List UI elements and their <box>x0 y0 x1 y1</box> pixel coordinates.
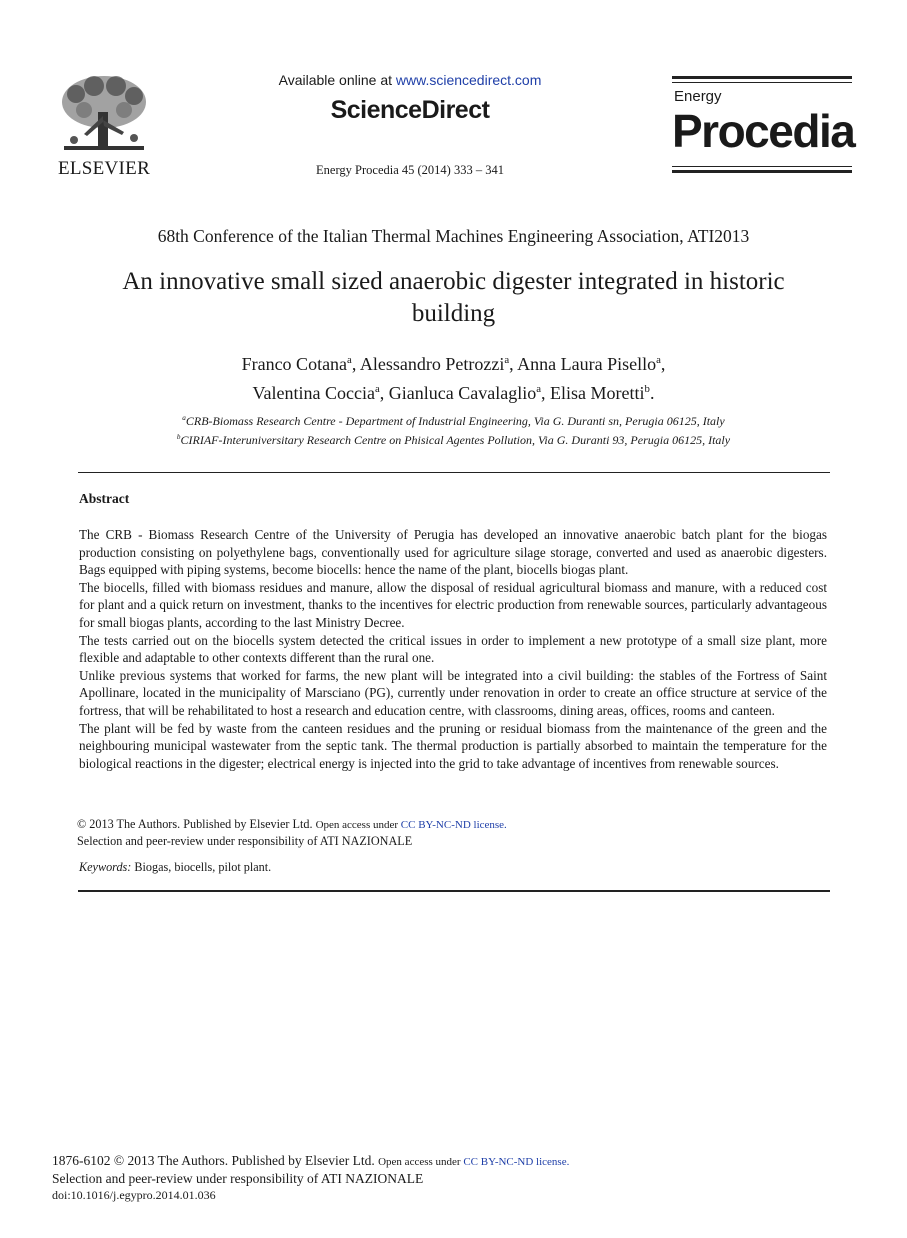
author-separator: , <box>351 354 360 374</box>
affiliation-text: CIRIAF-Interuniversitary Research Centre on Phisical Agentes Pollution, Via G. Duranti 93, Perugia 06125, Italy <box>180 433 731 447</box>
elsevier-tree-icon <box>54 72 154 156</box>
journal-reference: Energy Procedia 45 (2014) 333 – 341 <box>316 163 504 177</box>
affiliation-text: CRB-Biomass Research Centre - Department of Industrial Engineering, Via G. Duranti sn, Perugia 06125, Italy <box>185 414 725 428</box>
divider-top <box>78 472 830 473</box>
author-separator: , <box>541 383 551 403</box>
abstract-paragraph: The biocells, filled with biomass residues and manure, allow the disposal of residual agricultural biomass and manure, with a reduced cost for plant and a quick return on investment, thanks to the incentives for electric production from renewable sources, particularly advantageous for small biogas plants, according to the last Ministry Decree. <box>79 579 827 630</box>
paper-title <box>60 266 847 330</box>
affiliation-a <box>60 410 847 429</box>
keywords-list: Biogas, biocells, pilot plant. <box>131 860 272 874</box>
affiliation-mark: b <box>176 433 181 441</box>
author-separator: , <box>660 354 666 374</box>
conference-name: 68th Conference of the Italian Thermal Machines Engineering Association, ATI2013 <box>157 226 750 246</box>
author-line-1 <box>60 348 847 377</box>
peer-review-line: Selection and peer-review under responsibility of ATI NAZIONALE <box>77 834 413 848</box>
publisher-name: ELSEVIER <box>57 158 151 179</box>
logo-rule-top-thin <box>672 82 852 83</box>
open-access-text: Open access under <box>315 819 401 831</box>
footer-license-link[interactable]: CC BY-NC-ND license. <box>463 1156 570 1168</box>
footer-peer-review: Selection and peer-review under responsibility of ATI NAZIONALE <box>52 1170 424 1186</box>
author-separator: , <box>509 354 518 374</box>
author-name: Alessandro Petrozzi <box>359 354 505 374</box>
keywords <box>79 860 271 875</box>
author-name: Elisa Moretti <box>550 383 645 403</box>
license-link[interactable]: CC BY-NC-ND license. <box>400 819 507 831</box>
author-affiliation-mark: a <box>347 354 352 366</box>
logo-procedia-word: Procedia <box>672 105 855 157</box>
affiliation-mark: a <box>182 414 186 422</box>
author-separator: , <box>379 383 389 403</box>
author-name: Valentina Coccia <box>252 383 375 403</box>
footer-copyright-text: 1876-6102 © 2013 The Authors. Published by Elsevier Ltd. <box>52 1153 379 1168</box>
divider-bottom <box>78 890 830 892</box>
logo-energy-word: Energy <box>674 88 722 105</box>
logo-rule-top <box>672 76 852 79</box>
logo-rule-bottom <box>672 170 852 173</box>
abstract-body <box>79 526 827 772</box>
footer-copyright-line <box>52 1153 852 1171</box>
author-affiliation-mark: a <box>375 383 380 395</box>
title-line-2: building <box>411 300 496 327</box>
logo-rule-bottom-thin <box>672 166 852 167</box>
copyright-block <box>77 816 837 849</box>
available-online <box>200 72 620 88</box>
energy-procedia-logo <box>672 76 855 176</box>
author-line-2 <box>60 377 847 406</box>
abstract-paragraph: The CRB - Biomass Research Centre of the University of Perugia has developed an innovative anaerobic batch plant for the biogas production consisting on polyethylene bags, conventionally used for agriculture silage storage, converted and used as anaerobic digesters. Bags equipped with piping systems, become biocells: hence the name of the plant, biocells biogas plant. <box>79 527 827 578</box>
abstract-heading: Abstract <box>79 491 130 506</box>
author-affiliation-mark: a <box>656 354 661 366</box>
affiliation-b <box>60 429 847 448</box>
author-list <box>60 348 847 406</box>
abstract-paragraph: The plant will be fed by waste from the canteen residues and the pruning or residual biomass from the maintenance of the green and the neighbouring municipal wastewater from the septic tank. The thermal production is partially absorbed to maintain the temperature for the biological reactions in the digester; electrical energy is injected into the grid to take advantage of incentives from renewable sources. <box>79 720 827 771</box>
abstract-paragraph: The tests carried out on the biocells system detected the critical issues in order to implement a new prototype of a small size plant, more flexible and adaptable to other contexts different than the rural one. <box>79 632 827 666</box>
footer-open-access-text: Open access under <box>378 1156 464 1168</box>
sciencedirect-brand: ScienceDirect <box>330 96 490 124</box>
elsevier-logo <box>54 72 154 182</box>
author-affiliation-mark: a <box>504 354 510 366</box>
author-affiliation-mark: b <box>644 383 650 395</box>
author-name: Gianluca Cavalaglio <box>388 383 537 403</box>
affiliations <box>60 410 847 448</box>
available-text: Available online at <box>278 72 396 88</box>
title-line-1: An innovative small sized anaerobic digester integrated in historic <box>122 268 785 295</box>
copyright-text: © 2013 The Authors. Published by Elsevier Ltd. <box>77 817 316 831</box>
keywords-label: Keywords: <box>79 860 132 874</box>
copyright-line <box>77 816 837 833</box>
abstract-paragraph: Unlike previous systems that worked for farms, the new plant will be integrated into a civil building: the stables of the Fortress of Saint Apollinare, located in the municipality of Marsciano (PG), currently under renovation in order to create an office structure at service of the fortress, that will be rehabilitated to host a research and education centre, with classrooms, dining areas, offices, rooms and canteen. <box>79 667 827 718</box>
author-affiliation-mark: a <box>536 383 542 395</box>
author-name: Anna Laura Pisello <box>517 354 657 374</box>
page-footer <box>52 1153 852 1204</box>
author-name: Franco Cotana <box>241 354 348 374</box>
author-separator: . <box>649 383 655 403</box>
sciencedirect-link[interactable]: www.sciencedirect.com <box>395 72 542 88</box>
footer-doi[interactable]: doi:10.1016/j.egypro.2014.01.036 <box>52 1188 216 1202</box>
